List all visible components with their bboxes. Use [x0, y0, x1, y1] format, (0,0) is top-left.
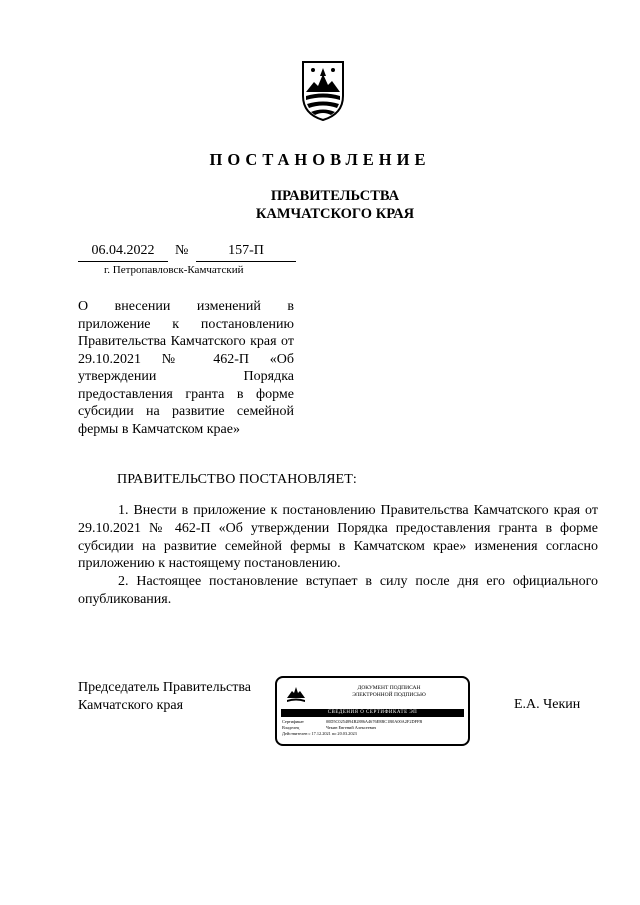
body-paragraph-2: 2. Настоящее постановление вступает в силу после дня его официального опубликования. — [78, 574, 598, 607]
document-body — [78, 502, 598, 609]
signer-title-line-2: Камчатского края — [78, 698, 184, 713]
decree-intro: ПРАВИТЕЛЬСТВО ПОСТАНОВЛЯЕТ: — [117, 472, 357, 487]
number-sign: № — [175, 243, 189, 258]
document-date: 06.04.2022 — [78, 243, 168, 262]
stamp-header-line-2: ЭЛЕКТРОННОЙ ПОДПИСЬЮ — [352, 692, 426, 698]
document-subject: О внесении изменений в приложение к постановлению Правительства Камчатского края от 29.10.2021 № 462-П «Об утверждении Порядка предоставления гранта в форме субсидии на развитие семейной фермы в Камчатском крае» — [78, 299, 294, 437]
stamp-row-certificate: Сертификат 00D5C0254894B2886A4676E8BC1B0A00A2F2DFFB — [282, 719, 423, 724]
issuer-line-1: ПРАВИТЕЛЬСТВА — [270, 188, 400, 204]
stamp-header-line-1: ДОКУМЕНТ ПОДПИСАН — [357, 685, 421, 691]
signer-title — [78, 679, 251, 715]
city-of-issue: г. Петропавловск-Камчатский — [104, 264, 244, 276]
emblem-mini-icon — [285, 684, 307, 704]
stamp-details — [282, 719, 422, 737]
stamp-row-validity: Действителен с 17.12.2021 по 20.03.2023 — [282, 731, 357, 736]
coat-of-arms-icon — [298, 58, 348, 122]
stamp-row-owner: Владелец Чекин Евгений Алексеевич — [282, 725, 377, 730]
document-number: 157-П — [196, 243, 296, 262]
stamp-header — [313, 685, 465, 699]
date-number-line — [78, 243, 298, 262]
signer-title-line-1: Председатель Правительства — [78, 680, 251, 695]
stamp-bar: СВЕДЕНИЯ О СЕРТИФИКАТЕ ЭП — [281, 709, 464, 717]
signer-name: Е.А. Чекин — [514, 697, 581, 712]
body-paragraph-1: 1. Внести в приложение к постановлению Правительства Камчатского края от 29.10.2021 № 462-П «Об утверждении Порядка предоставления гранта в форме субсидии на развитие семейной фермы в Камчатском крае» изменения согласно приложению к настоящему постановлению. — [78, 503, 598, 572]
issuer-heading — [0, 187, 640, 223]
issuer-line-2: КАМЧАТСКОГО КРАЯ — [255, 206, 415, 222]
electronic-signature-stamp — [275, 676, 470, 746]
document-type-heading: ПОСТАНОВЛЕНИЕ — [209, 150, 431, 169]
